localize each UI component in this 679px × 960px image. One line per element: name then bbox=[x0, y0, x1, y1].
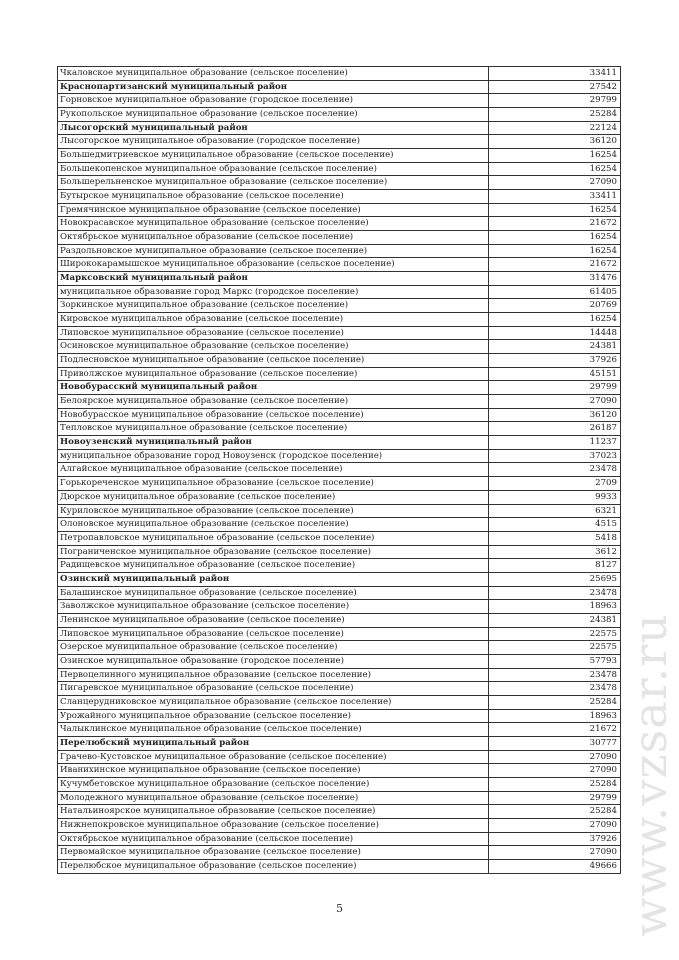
value-cell: 21672 bbox=[489, 723, 621, 737]
settlement-name-cell: Тепловское муниципальное образование (сельское поселение) bbox=[58, 422, 489, 436]
table-row bbox=[58, 531, 621, 545]
settlement-name-cell: Ленинское муниципальное образование (сельское поселение) bbox=[58, 613, 489, 627]
value-cell: 6321 bbox=[489, 504, 621, 518]
value-cell: 8127 bbox=[489, 559, 621, 573]
table-row bbox=[58, 490, 621, 504]
settlement-name-cell: муниципальное образование город Маркс (городское поселение) bbox=[58, 285, 489, 299]
settlement-name-cell: Большедмитриевское муниципальное образование (сельское поселение) bbox=[58, 149, 489, 163]
table-row bbox=[58, 258, 621, 272]
district-name-cell: Краснопартизанский муниципальный район bbox=[58, 80, 489, 94]
table-row bbox=[58, 805, 621, 819]
value-cell: 22575 bbox=[489, 641, 621, 655]
settlement-name-cell: Дюрское муниципальное образование (сельское поселение) bbox=[58, 490, 489, 504]
table-row bbox=[58, 422, 621, 436]
settlement-name-cell: Октябрьское муниципальное образование (сельское поселение) bbox=[58, 832, 489, 846]
settlement-name-cell: Подлесновское муниципальное образование (сельское поселение) bbox=[58, 354, 489, 368]
table-row bbox=[58, 723, 621, 737]
table-row bbox=[58, 190, 621, 204]
table-row bbox=[58, 299, 621, 313]
table-row bbox=[58, 395, 621, 409]
settlement-name-cell: Перелюбское муниципальное образование (сельское поселение) bbox=[58, 859, 489, 873]
value-cell: 16254 bbox=[489, 203, 621, 217]
settlement-name-cell: Чалыклинское муниципальное образование (сельское поселение) bbox=[58, 723, 489, 737]
table-row bbox=[58, 149, 621, 163]
settlement-name-cell: Петропавловское муниципальное образование (сельское поселение) bbox=[58, 531, 489, 545]
value-cell: 27542 bbox=[489, 80, 621, 94]
value-cell: 14448 bbox=[489, 326, 621, 340]
value-cell: 9933 bbox=[489, 490, 621, 504]
settlement-name-cell: Пограниченское муниципальное образование (сельское поселение) bbox=[58, 545, 489, 559]
settlement-name-cell: Чкаловское муниципальное образование (сельское поселение) bbox=[58, 67, 489, 81]
district-row bbox=[58, 80, 621, 94]
value-cell: 16254 bbox=[489, 313, 621, 327]
table-row bbox=[58, 777, 621, 791]
district-row bbox=[58, 736, 621, 750]
value-cell: 27090 bbox=[489, 750, 621, 764]
settlement-name-cell: Озинское муниципальное образование (городское поселение) bbox=[58, 654, 489, 668]
value-cell: 26187 bbox=[489, 422, 621, 436]
settlement-name-cell: Первомайское муниципальное образование (сельское поселение) bbox=[58, 846, 489, 860]
district-row bbox=[58, 572, 621, 586]
settlement-name-cell: муниципальное образование город Новоузенск (городское поселение) bbox=[58, 449, 489, 463]
settlement-name-cell: Бутырское муниципальное образование (сельское поселение) bbox=[58, 190, 489, 204]
table-row bbox=[58, 818, 621, 832]
settlement-name-cell: Зоркинское муниципальное образование (сельское поселение) bbox=[58, 299, 489, 313]
value-cell: 23478 bbox=[489, 463, 621, 477]
settlement-name-cell: Большерельненское муниципальное образование (сельское поселение) bbox=[58, 176, 489, 190]
settlement-name-cell: Осиновское муниципальное образование (сельское поселение) bbox=[58, 340, 489, 354]
settlement-name-cell: Грачево-Кустовское муниципальное образование (сельское поселение) bbox=[58, 750, 489, 764]
settlement-name-cell: Лысогорское муниципальное образование (городское поселение) bbox=[58, 135, 489, 149]
table-row bbox=[58, 668, 621, 682]
district-name-cell: Новоузенский муниципальный район bbox=[58, 436, 489, 450]
table-row bbox=[58, 627, 621, 641]
table-row bbox=[58, 162, 621, 176]
value-cell: 57793 bbox=[489, 654, 621, 668]
value-cell: 24381 bbox=[489, 340, 621, 354]
watermark-text: www.vzsar.ru bbox=[623, 613, 677, 937]
value-cell: 16254 bbox=[489, 149, 621, 163]
table-row bbox=[58, 217, 621, 231]
table-row bbox=[58, 504, 621, 518]
value-cell: 37023 bbox=[489, 449, 621, 463]
settlement-name-cell: Белоярское муниципальное образование (сельское поселение) bbox=[58, 395, 489, 409]
value-cell: 25284 bbox=[489, 777, 621, 791]
settlement-name-cell: Сланцерудниковское муниципальное образование (сельское поселение) bbox=[58, 695, 489, 709]
table-row bbox=[58, 231, 621, 245]
settlement-name-cell: Радищевское муниципальное образование (сельское поселение) bbox=[58, 559, 489, 573]
value-cell: 45151 bbox=[489, 367, 621, 381]
value-cell: 23478 bbox=[489, 682, 621, 696]
table-row bbox=[58, 135, 621, 149]
settlement-name-cell: Кучумбетовское муниципальное образование (сельское поселение) bbox=[58, 777, 489, 791]
page-number: 5 bbox=[336, 902, 343, 915]
value-cell: 29799 bbox=[489, 381, 621, 395]
settlement-name-cell: Первоцелинного муниципальное образование (сельское поселение) bbox=[58, 668, 489, 682]
value-cell: 29799 bbox=[489, 791, 621, 805]
value-cell: 61405 bbox=[489, 285, 621, 299]
value-cell: 18963 bbox=[489, 709, 621, 723]
value-cell: 22575 bbox=[489, 627, 621, 641]
value-cell: 16254 bbox=[489, 244, 621, 258]
table-row bbox=[58, 586, 621, 600]
value-cell: 36120 bbox=[489, 135, 621, 149]
table-row bbox=[58, 244, 621, 258]
value-cell: 37926 bbox=[489, 832, 621, 846]
value-cell: 33411 bbox=[489, 67, 621, 81]
value-cell: 3612 bbox=[489, 545, 621, 559]
value-cell: 2709 bbox=[489, 477, 621, 491]
value-cell: 30777 bbox=[489, 736, 621, 750]
settlement-name-cell: Октябрьское муниципальное образование (сельское поселение) bbox=[58, 231, 489, 245]
table-row bbox=[58, 641, 621, 655]
district-name-cell: Озинский муниципальный район bbox=[58, 572, 489, 586]
value-cell: 24381 bbox=[489, 613, 621, 627]
value-cell: 23478 bbox=[489, 668, 621, 682]
settlement-name-cell: Липовское муниципальное образование (сельское поселение) bbox=[58, 627, 489, 641]
value-cell: 23478 bbox=[489, 586, 621, 600]
value-cell: 25284 bbox=[489, 108, 621, 122]
table-row bbox=[58, 176, 621, 190]
value-cell: 11237 bbox=[489, 436, 621, 450]
settlement-name-cell: Урожайного муниципальное образование (сельское поселение) bbox=[58, 709, 489, 723]
table-row bbox=[58, 408, 621, 422]
settlement-name-cell: Раздольновское муниципальное образование (сельское поселение) bbox=[58, 244, 489, 258]
value-cell: 27090 bbox=[489, 818, 621, 832]
value-cell: 25695 bbox=[489, 572, 621, 586]
value-cell: 27090 bbox=[489, 395, 621, 409]
value-cell: 31476 bbox=[489, 272, 621, 286]
table-row bbox=[58, 477, 621, 491]
value-cell: 27090 bbox=[489, 176, 621, 190]
value-cell: 36120 bbox=[489, 408, 621, 422]
district-name-cell: Перелюбский муниципальный район bbox=[58, 736, 489, 750]
table-row bbox=[58, 682, 621, 696]
table-row bbox=[58, 832, 621, 846]
table-row bbox=[58, 463, 621, 477]
table-row bbox=[58, 559, 621, 573]
table-row bbox=[58, 518, 621, 532]
municipal-data-table bbox=[57, 66, 621, 874]
table-row bbox=[58, 545, 621, 559]
settlement-name-cell: Горькореченское муниципальное образование (сельское поселение) bbox=[58, 477, 489, 491]
value-cell: 27090 bbox=[489, 846, 621, 860]
table-row bbox=[58, 94, 621, 108]
settlement-name-cell: Кировское муниципальное образование (сельское поселение) bbox=[58, 313, 489, 327]
table-row bbox=[58, 764, 621, 778]
table-row bbox=[58, 791, 621, 805]
settlement-name-cell: Нижнепокровское муниципальное образование (сельское поселение) bbox=[58, 818, 489, 832]
table-body bbox=[58, 67, 621, 874]
district-name-cell: Новобурасский муниципальный район bbox=[58, 381, 489, 395]
table-row bbox=[58, 354, 621, 368]
district-name-cell: Лысогорский муниципальный район bbox=[58, 121, 489, 135]
settlement-name-cell: Заволжское муниципальное образование (сельское поселение) bbox=[58, 600, 489, 614]
value-cell: 22124 bbox=[489, 121, 621, 135]
settlement-name-cell: Балашинское муниципальное образование (сельское поселение) bbox=[58, 586, 489, 600]
settlement-name-cell: Алгайское муниципальное образование (сельское поселение) bbox=[58, 463, 489, 477]
settlement-name-cell: Куриловское муниципальное образование (сельское поселение) bbox=[58, 504, 489, 518]
value-cell: 37926 bbox=[489, 354, 621, 368]
settlement-name-cell: Ширококарамышское муниципальное образование (сельское поселение) bbox=[58, 258, 489, 272]
settlement-name-cell: Иванихинское муниципальное образование (сельское поселение) bbox=[58, 764, 489, 778]
table-row bbox=[58, 600, 621, 614]
table-row bbox=[58, 654, 621, 668]
settlement-name-cell: Натальиноярское муниципальное образование (сельское поселение) bbox=[58, 805, 489, 819]
settlement-name-cell: Приволжское муниципальное образование (сельское поселение) bbox=[58, 367, 489, 381]
value-cell: 49666 bbox=[489, 859, 621, 873]
table-row bbox=[58, 108, 621, 122]
settlement-name-cell: Новобурасское муниципальное образование (сельское поселение) bbox=[58, 408, 489, 422]
table-row bbox=[58, 340, 621, 354]
district-row bbox=[58, 272, 621, 286]
district-row bbox=[58, 381, 621, 395]
table-row bbox=[58, 67, 621, 81]
table-row bbox=[58, 709, 621, 723]
table-row bbox=[58, 203, 621, 217]
value-cell: 29799 bbox=[489, 94, 621, 108]
table-row bbox=[58, 613, 621, 627]
district-row bbox=[58, 436, 621, 450]
settlement-name-cell: Гремячинское муниципальное образование (сельское поселение) bbox=[58, 203, 489, 217]
value-cell: 20769 bbox=[489, 299, 621, 313]
table-row bbox=[58, 846, 621, 860]
settlement-name-cell: Новокрасавское муниципальное образование (сельское поселение) bbox=[58, 217, 489, 231]
settlement-name-cell: Липовское муниципальное образование (сельское поселение) bbox=[58, 326, 489, 340]
value-cell: 5418 bbox=[489, 531, 621, 545]
table-row bbox=[58, 285, 621, 299]
district-row bbox=[58, 121, 621, 135]
settlement-name-cell: Олоновское муниципальное образование (сельское поселение) bbox=[58, 518, 489, 532]
district-name-cell: Марксовский муниципальный район bbox=[58, 272, 489, 286]
table-row bbox=[58, 695, 621, 709]
settlement-name-cell: Большекопенское муниципальное образование (сельское поселение) bbox=[58, 162, 489, 176]
value-cell: 25284 bbox=[489, 805, 621, 819]
table-row bbox=[58, 313, 621, 327]
value-cell: 16254 bbox=[489, 231, 621, 245]
value-cell: 25284 bbox=[489, 695, 621, 709]
table-row bbox=[58, 750, 621, 764]
value-cell: 16254 bbox=[489, 162, 621, 176]
table-row bbox=[58, 449, 621, 463]
value-cell: 4515 bbox=[489, 518, 621, 532]
settlement-name-cell: Молодежного муниципальное образование (сельское поселение) bbox=[58, 791, 489, 805]
table-row bbox=[58, 367, 621, 381]
settlement-name-cell: Рукопольское муниципальное образование (сельское поселение) bbox=[58, 108, 489, 122]
value-cell: 21672 bbox=[489, 217, 621, 231]
value-cell: 27090 bbox=[489, 764, 621, 778]
table-row bbox=[58, 859, 621, 873]
table-row bbox=[58, 326, 621, 340]
value-cell: 18963 bbox=[489, 600, 621, 614]
settlement-name-cell: Горновское муниципальное образование (городское поселение) bbox=[58, 94, 489, 108]
value-cell: 21672 bbox=[489, 258, 621, 272]
settlement-name-cell: Пигаревское муниципальное образование (сельское поселение) bbox=[58, 682, 489, 696]
value-cell: 33411 bbox=[489, 190, 621, 204]
settlement-name-cell: Озерское муниципальное образование (сельское поселение) bbox=[58, 641, 489, 655]
watermark bbox=[624, 600, 676, 950]
